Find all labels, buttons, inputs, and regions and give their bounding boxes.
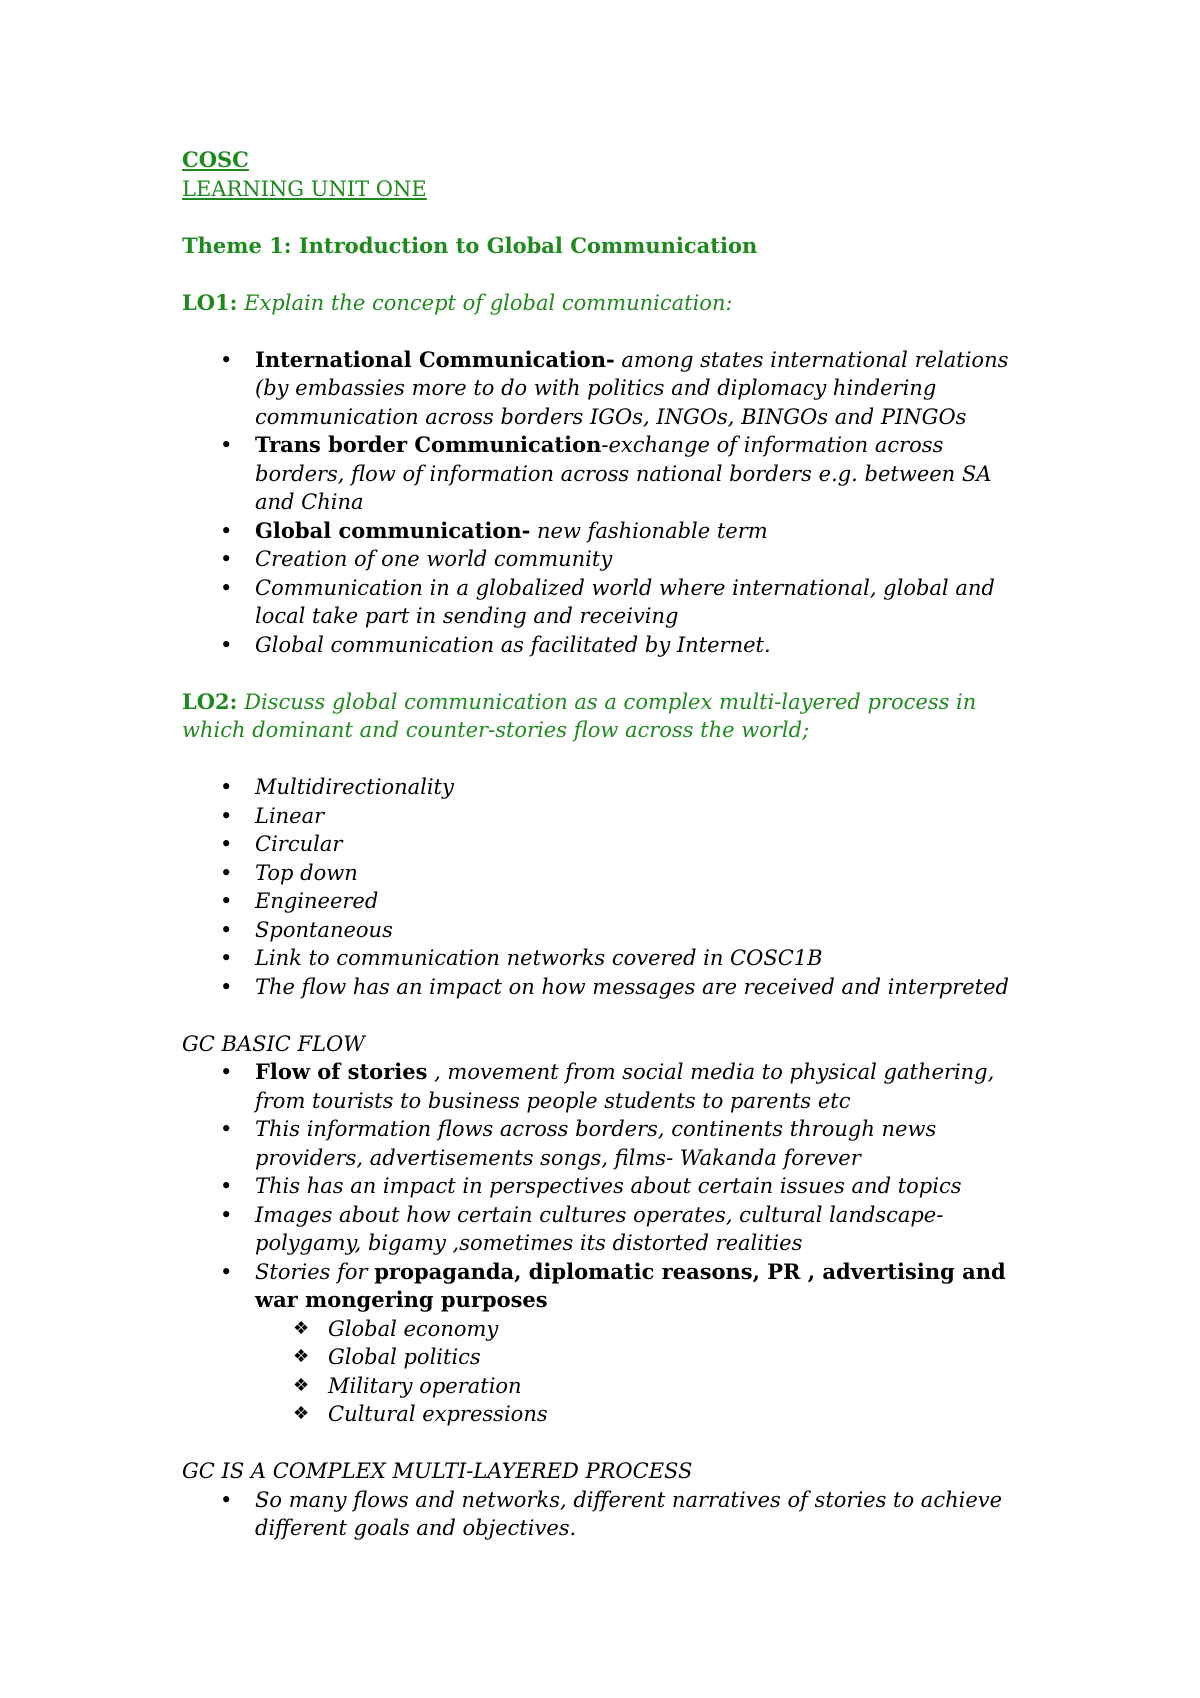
diamond-bullet-icon: ❖ (293, 1317, 310, 1339)
bullet-icon: • (220, 775, 233, 799)
list-item: • So many flows and networks, different narratives of stories to achieve different goals and objectives. (220, 1487, 1003, 1540)
lo1-label: LO1: (182, 289, 238, 315)
list-item: ❖ Military operation (255, 1372, 1032, 1401)
list-item: • The flow has an impact on how messages are received and interpreted (182, 973, 1032, 1002)
list-item: • Global communication as facilitated by Internet. (182, 631, 1032, 660)
list-item: • Multidirectionality (182, 773, 1032, 802)
basic-flow-heading: GC BASIC FLOW (182, 1031, 365, 1056)
list-item: • Flow of stories , movement from social media to physical gathering, from tourists to business people students to parents etc (220, 1059, 995, 1113)
list-item: ❖ Cultural expressions (255, 1400, 1032, 1429)
lo1-list (182, 346, 1032, 660)
list-item: • Communication in a globalized world where international, global and local take part in sending and receiving (220, 575, 995, 628)
list-item: • This information flows across borders, continents through news providers, advertisements songs, films- Wakanda forever (220, 1117, 937, 1170)
bullet-icon: • (220, 547, 233, 571)
bullet-icon: • (220, 1060, 233, 1084)
bullet-icon: • (220, 1259, 233, 1284)
list-item: • Creation of one world community (182, 545, 1032, 574)
list-item: • This has an impact in perspectives about certain issues and topics (182, 1172, 1032, 1201)
bullet-icon: • (220, 575, 233, 600)
list-item: • Circular (182, 830, 1032, 859)
list-item: • Top down (182, 859, 1032, 888)
list-item: • Images about how certain cultures operates, cultural landscape-polygamy, bigamy ,sometimes its distorted realities (220, 1202, 944, 1255)
unit-title: LEARNING UNIT ONE (182, 176, 427, 201)
lo1-heading (182, 289, 1032, 318)
lo2-text: Discuss global communication as a complex multi-layered process in which dominant and counter-stories flow across the world; (182, 689, 977, 742)
bullet-icon: • (220, 347, 233, 372)
diamond-bullet-icon: ❖ (293, 1374, 310, 1396)
list-item: ❖ Global politics (255, 1343, 1032, 1372)
bullet-icon: • (220, 632, 233, 657)
bullet-icon: • (220, 889, 233, 913)
bullet-icon: • (220, 803, 233, 828)
bullet-icon: • (220, 860, 233, 885)
bullet-icon: • (220, 518, 233, 543)
lo1-text: Explain the concept of global communication: (237, 290, 733, 315)
complex-list (182, 1486, 1032, 1543)
bullet-icon: • (220, 832, 233, 856)
bullet-icon: • (220, 1174, 233, 1198)
bullet-icon: • (220, 917, 233, 942)
bullet-icon: • (220, 433, 233, 457)
diamond-bullet-icon: ❖ (293, 1346, 310, 1367)
bullet-icon: • (220, 946, 233, 970)
list-item: • Engineered (182, 887, 1032, 916)
theme-heading (182, 232, 1032, 261)
bullet-icon: • (220, 1487, 233, 1512)
course-code: COSC (182, 147, 249, 172)
complex-heading: GC IS A COMPLEX MULTI-LAYERED PROCESS (182, 1459, 693, 1483)
document-page (182, 146, 1032, 1543)
bullet-icon: • (220, 974, 233, 999)
diamond-bullet-icon: ❖ (293, 1403, 310, 1424)
lo2-list (182, 773, 1032, 1001)
bullet-icon: • (220, 1117, 233, 1141)
purposes-sublist (255, 1315, 1032, 1429)
list-item: • Trans border Communication-exchange of information across borders, flow of information across national borders e.g. between SA and China (220, 432, 992, 514)
basic-flow-list (182, 1058, 1032, 1315)
list-item: • Global communication- new fashionable term (182, 517, 1032, 546)
lo2-label: LO2: (182, 688, 238, 714)
list-item: • Stories for propaganda, diplomatic reasons, PR , advertising and war mongering purposes (220, 1258, 1006, 1312)
list-item: ❖ Global economy (255, 1315, 1032, 1344)
theme-title: Introduction to Global Communication (291, 232, 758, 258)
list-item: • Spontaneous (182, 916, 1032, 945)
lo2-heading (182, 688, 1032, 745)
list-item: • International Communication- among states international relations (by embassies more to do with politics and diplomacy hindering communication across borders IGOs, INGOs, BINGOs and PINGOs (220, 346, 1009, 429)
bullet-icon: • (220, 1202, 233, 1227)
list-item: • Link to communication networks covered in COSC1B (182, 944, 1032, 973)
theme-label: Theme 1: (182, 232, 292, 258)
list-item: • Linear (182, 802, 1032, 831)
